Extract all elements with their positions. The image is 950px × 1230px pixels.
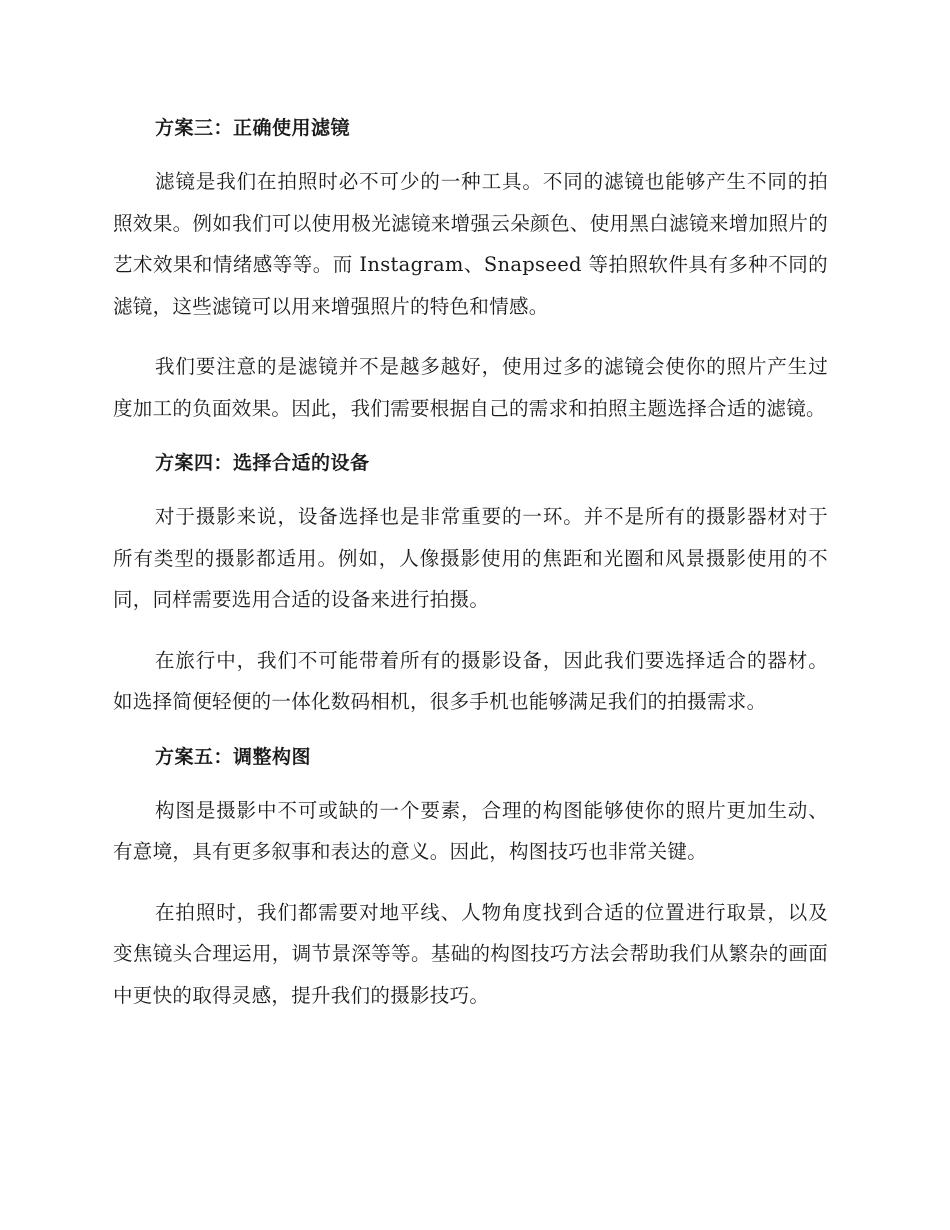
section-heading: 方案三：正确使用滤镜: [155, 117, 351, 139]
section-equipment: [113, 448, 828, 723]
section-composition: [113, 742, 828, 1017]
paragraph: 滤镜是我们在拍照时必不可少的一种工具。不同的滤镜也能够产生不同的拍照效果。例如我们可以使用极光滤镜来增强云朵颜色、使用黑白滤镜来增加照片的艺术效果和情绪感等等。而 Instagram、Snapseed 等拍照软件具有多种不同的滤镜，这些滤镜可以用来增强照片的特色和情感。: [113, 170, 828, 318]
paragraph: 对于摄影来说，设备选择也是非常重要的一环。并不是所有的摄影器材对于所有类型的摄影都适用。例如，人像摄影使用的焦距和光圈和风景摄影使用的不同，同样需要选用合适的设备来进行拍摄。: [113, 505, 828, 611]
section-heading: 方案五：调整构图: [155, 745, 312, 768]
section-filters: [113, 113, 828, 429]
paragraph: 在拍照时，我们都需要对地平线、人物角度找到合适的位置进行取景，以及变焦镜头合理运用，调节景深等等。基础的构图技巧方法会帮助我们从繁杂的画面中更快的取得灵感，提升我们的摄影技巧。: [113, 900, 828, 1007]
paragraph: 构图是摄影中不可或缺的一个要素，合理的构图能够使你的照片更加生动、有意境，具有更多叙事和表达的意义。因此，构图技巧也非常关键。: [113, 798, 828, 863]
paragraph: 在旅行中，我们不可能带着所有的摄影设备，因此我们要选择适合的器材。如选择简便轻便的一体化数码相机，很多手机也能够满足我们的拍摄需求。: [113, 648, 828, 713]
paragraph: 我们要注意的是滤镜并不是越多越好，使用过多的滤镜会使你的照片产生过度加工的负面效果。因此，我们需要根据自己的需求和拍照主题选择合适的滤镜。: [113, 355, 828, 420]
section-heading: 方案四：选择合适的设备: [155, 452, 370, 474]
